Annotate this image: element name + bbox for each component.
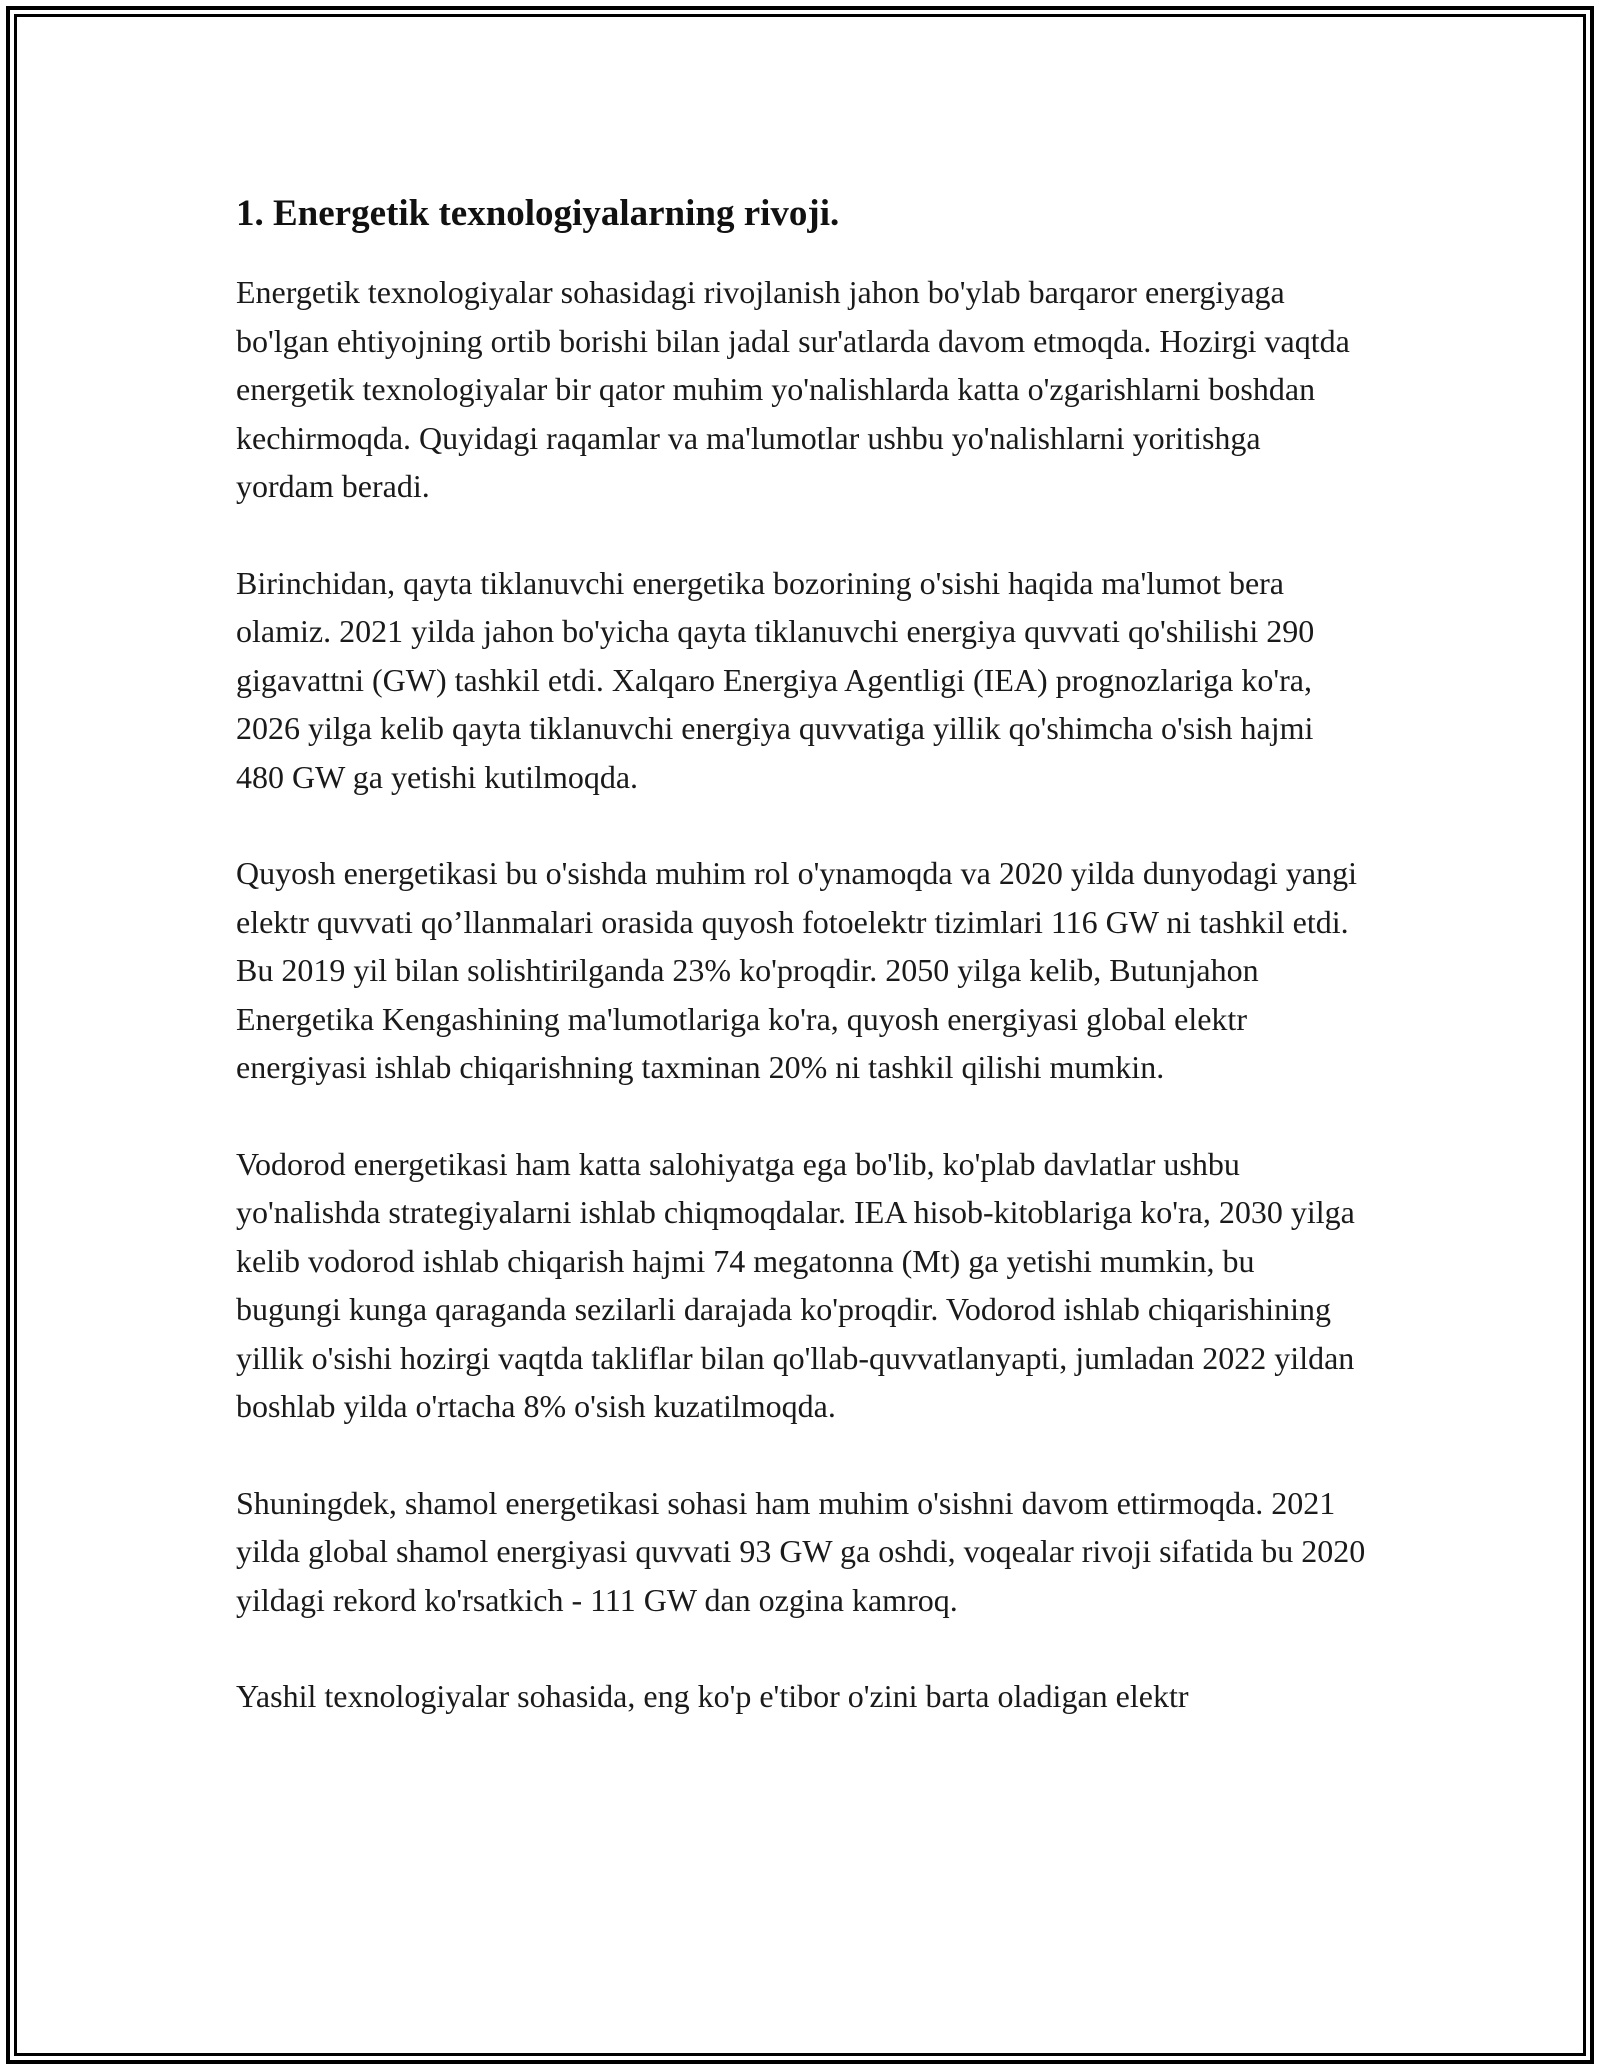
paragraph-hydrogen-energy: Vodorod energetikasi ham katta salohiyatga ega bo'lib, ko'plab davlatlar ushbu yo'nalishda strategiyalarni ishlab chiqmoqdalar. IEA hisob-kitoblariga ko'ra, 2030 yilga kelib vodorod ishlab chiqarish hajmi 74 megatonna (Mt) ga yetishi mumkin, bu bugungi kunga qaraganda sezilarli darajada ko'proqdir. Vodorod ishlab chiqarishining yillik o'sishi hozirgi vaqtda takliflar bilan qo'llab-quvvatlanyapti, jumladan 2022 yildan boshlab yilda o'rtacha 8% o'sish kuzatilmoqda. xyxy=(236,1145,1355,1424)
paragraph-solar-energy: Quyosh energetikasi bu o'sishda muhim rol o'ynamoqda va 2020 yilda dunyodagi yangi elektr quvvati qo’llanmalari orasida quyosh fotoelektr tizimlari 116 GW ni tashkil etdi. Bu 2019 yil bilan solishtirilganda 23% ko'proqdir. 2050 yilga kelib, Butunjahon Energetika Kengashining ma'lumotlariga ko'ra, quyosh energiyasi global elektr energiyasi ishlab chiqarishning taxminan 20% ni tashkil qilishi mumkin. xyxy=(236,855,1357,1085)
paragraph-wind-energy: Shuningdek, shamol energetikasi sohasi ham muhim o'sishni davom ettirmoqda. 2021 yilda global shamol energiyasi quvvati 93 GW ga oshdi, voqealar rivoji sifatida bu 2020 yildagi rekord ko'rsatkich - 111 GW dan ozgina kamroq. xyxy=(236,1484,1366,1618)
document-body xyxy=(236,190,1366,1769)
section-heading: 1. Energetik texnologiyalarning rivoji. xyxy=(236,193,840,234)
paragraph-intro: Energetik texnologiyalar sohasidagi rivojlanish jahon bo'ylab barqaror energiyaga bo'lgan ehtiyojning ortib borishi bilan jadal sur'atlarda davom etmoqda. Hozirgi vaqtda energetik texnologiyalar bir qator muhim yo'nalishlarda katta o'zgarishlarni boshdan kechirmoqda. Quyidagi raqamlar va ma'lumotlar ushbu yo'nalishlarni yoritishga yordam beradi. xyxy=(236,274,1350,504)
paragraph-renewable-market: Birinchidan, qayta tiklanuvchi energetika bozorining o'sishi haqida ma'lumot bera olamiz. 2021 yilda jahon bo'yicha qayta tiklanuvchi energiya quvvati qo'shilishi 290 gigavattni (GW) tashkil etdi. Xalqaro Energiya Agentligi (IEA) prognozlariga ko'ra, 2026 yilga kelib qayta tiklanuvchi energiya quvvatiga yillik qo'shimcha o'sish hajmi 480 GW ga yetishi kutilmoqda. xyxy=(236,564,1315,795)
paragraph-green-technologies: Yashil texnologiyalar sohasida, eng ko'p e'tibor o'zini barta oladigan elektr xyxy=(236,1678,1189,1714)
